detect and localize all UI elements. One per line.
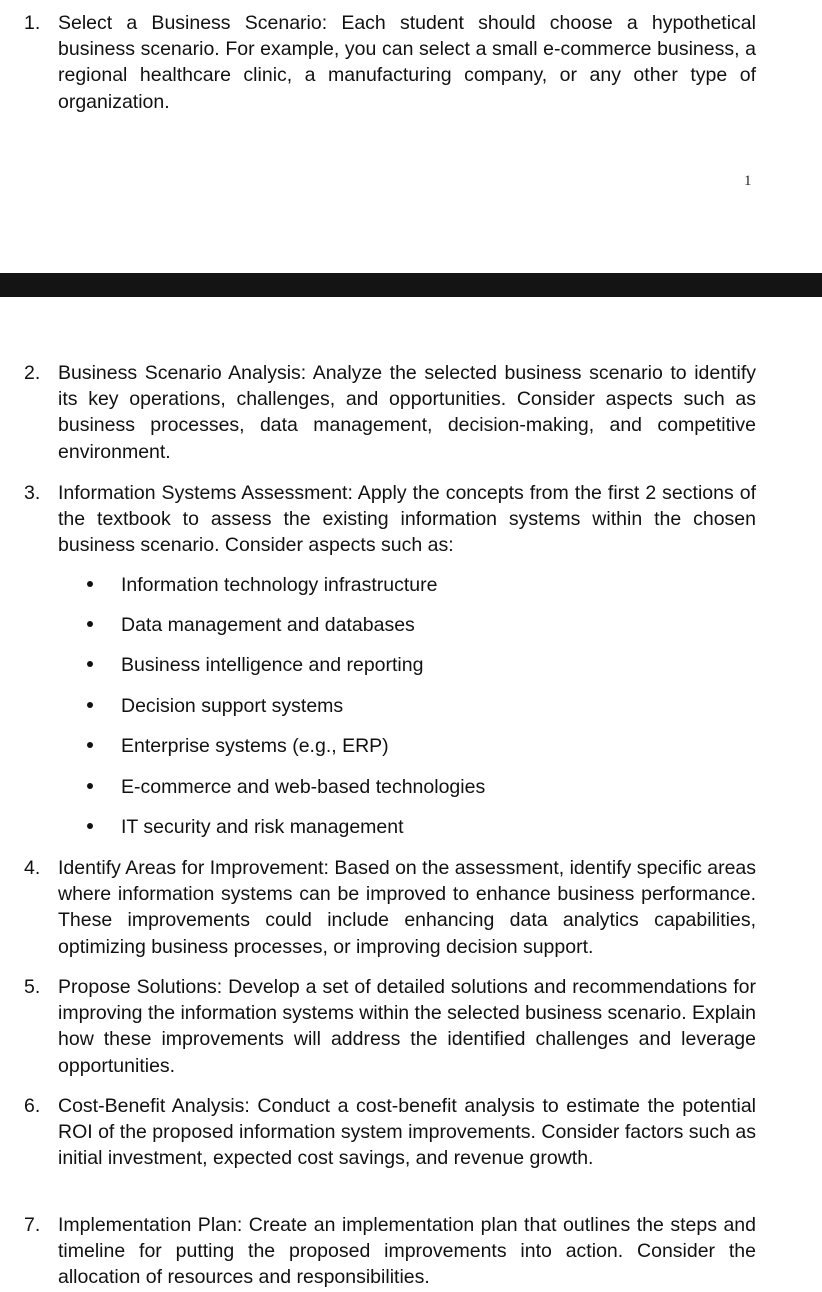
item-number: 4.: [24, 857, 41, 879]
bullet-dot-icon: [87, 621, 93, 627]
bullet-item: [0, 693, 822, 719]
item-text: Implementation Plan: Create an implementation plan that outlines the steps and timeline for putting the proposed improvements into action. Consider the allocation of resources and responsibilities.: [58, 1214, 756, 1289]
bullet-dot-icon: [87, 702, 93, 708]
bullet-text: Business intelligence and reporting: [121, 654, 424, 676]
page-divider: [0, 273, 822, 297]
item-text: Identify Areas for Improvement: Based on the assessment, identify specific areas where information systems can be improved to enhance business performance. These improvements could include enhancing data analytics capabilities, optimizing business processes, or improving decision support.: [58, 857, 757, 958]
item-text: Business Scenario Analysis: Analyze the selected business scenario to identify its key operations, challenges, and opportunities. Consider aspects such as business processes, data management, decision-making, and competitive environment.: [58, 362, 756, 463]
bullet-text: IT security and risk management: [121, 816, 404, 838]
item-number: 5.: [24, 976, 41, 998]
item-number: 3.: [24, 482, 41, 504]
page-number: 1: [744, 173, 752, 189]
item-text: Cost-Benefit Analysis: Conduct a cost-benefit analysis to estimate the potential ROI of the proposed information system improvements. Consider factors such as initial investment, expected cost savings, and revenue growth.: [58, 1095, 756, 1170]
bullet-dot-icon: [87, 823, 93, 829]
bullet-item: [0, 774, 822, 800]
item-number: 7.: [24, 1214, 41, 1236]
bullet-text: Information technology infrastructure: [121, 574, 438, 596]
item-text: Select a Business Scenario: Each student should choose a hypothetical business scenario. For example, you can select a small e-commerce business, a regional healthcare clinic, a manufacturing company, or any other type of organization.: [58, 12, 756, 113]
bullet-dot-icon: [87, 581, 93, 587]
item-text: Propose Solutions: Develop a set of detailed solutions and recommendations for improving the information systems within the selected business scenario. Explain how these improvements will address the identified challenges and leverage opportunities.: [58, 976, 757, 1077]
item-number: 2.: [24, 362, 41, 384]
bullet-text: E-commerce and web-based technologies: [121, 776, 486, 798]
bullet-item: [0, 612, 822, 638]
bullet-text: Enterprise systems (e.g., ERP): [121, 735, 389, 757]
item-text: Information Systems Assessment: Apply the concepts from the first 2 sections of the textbook to assess the existing information systems within the chosen business scenario. Consider aspects such as:: [58, 482, 756, 557]
item-number: 1.: [24, 12, 41, 34]
bullet-item: [0, 733, 822, 759]
bullet-text: Decision support systems: [121, 695, 344, 717]
item-number: 6.: [24, 1095, 41, 1117]
bullet-dot-icon: [87, 742, 93, 748]
bullet-dot-icon: [87, 783, 93, 789]
bullet-dot-icon: [87, 661, 93, 667]
bullet-text: Data management and databases: [121, 614, 415, 636]
bullet-item: [0, 814, 822, 840]
bullet-item: [0, 572, 822, 598]
bullet-item: [0, 652, 822, 678]
